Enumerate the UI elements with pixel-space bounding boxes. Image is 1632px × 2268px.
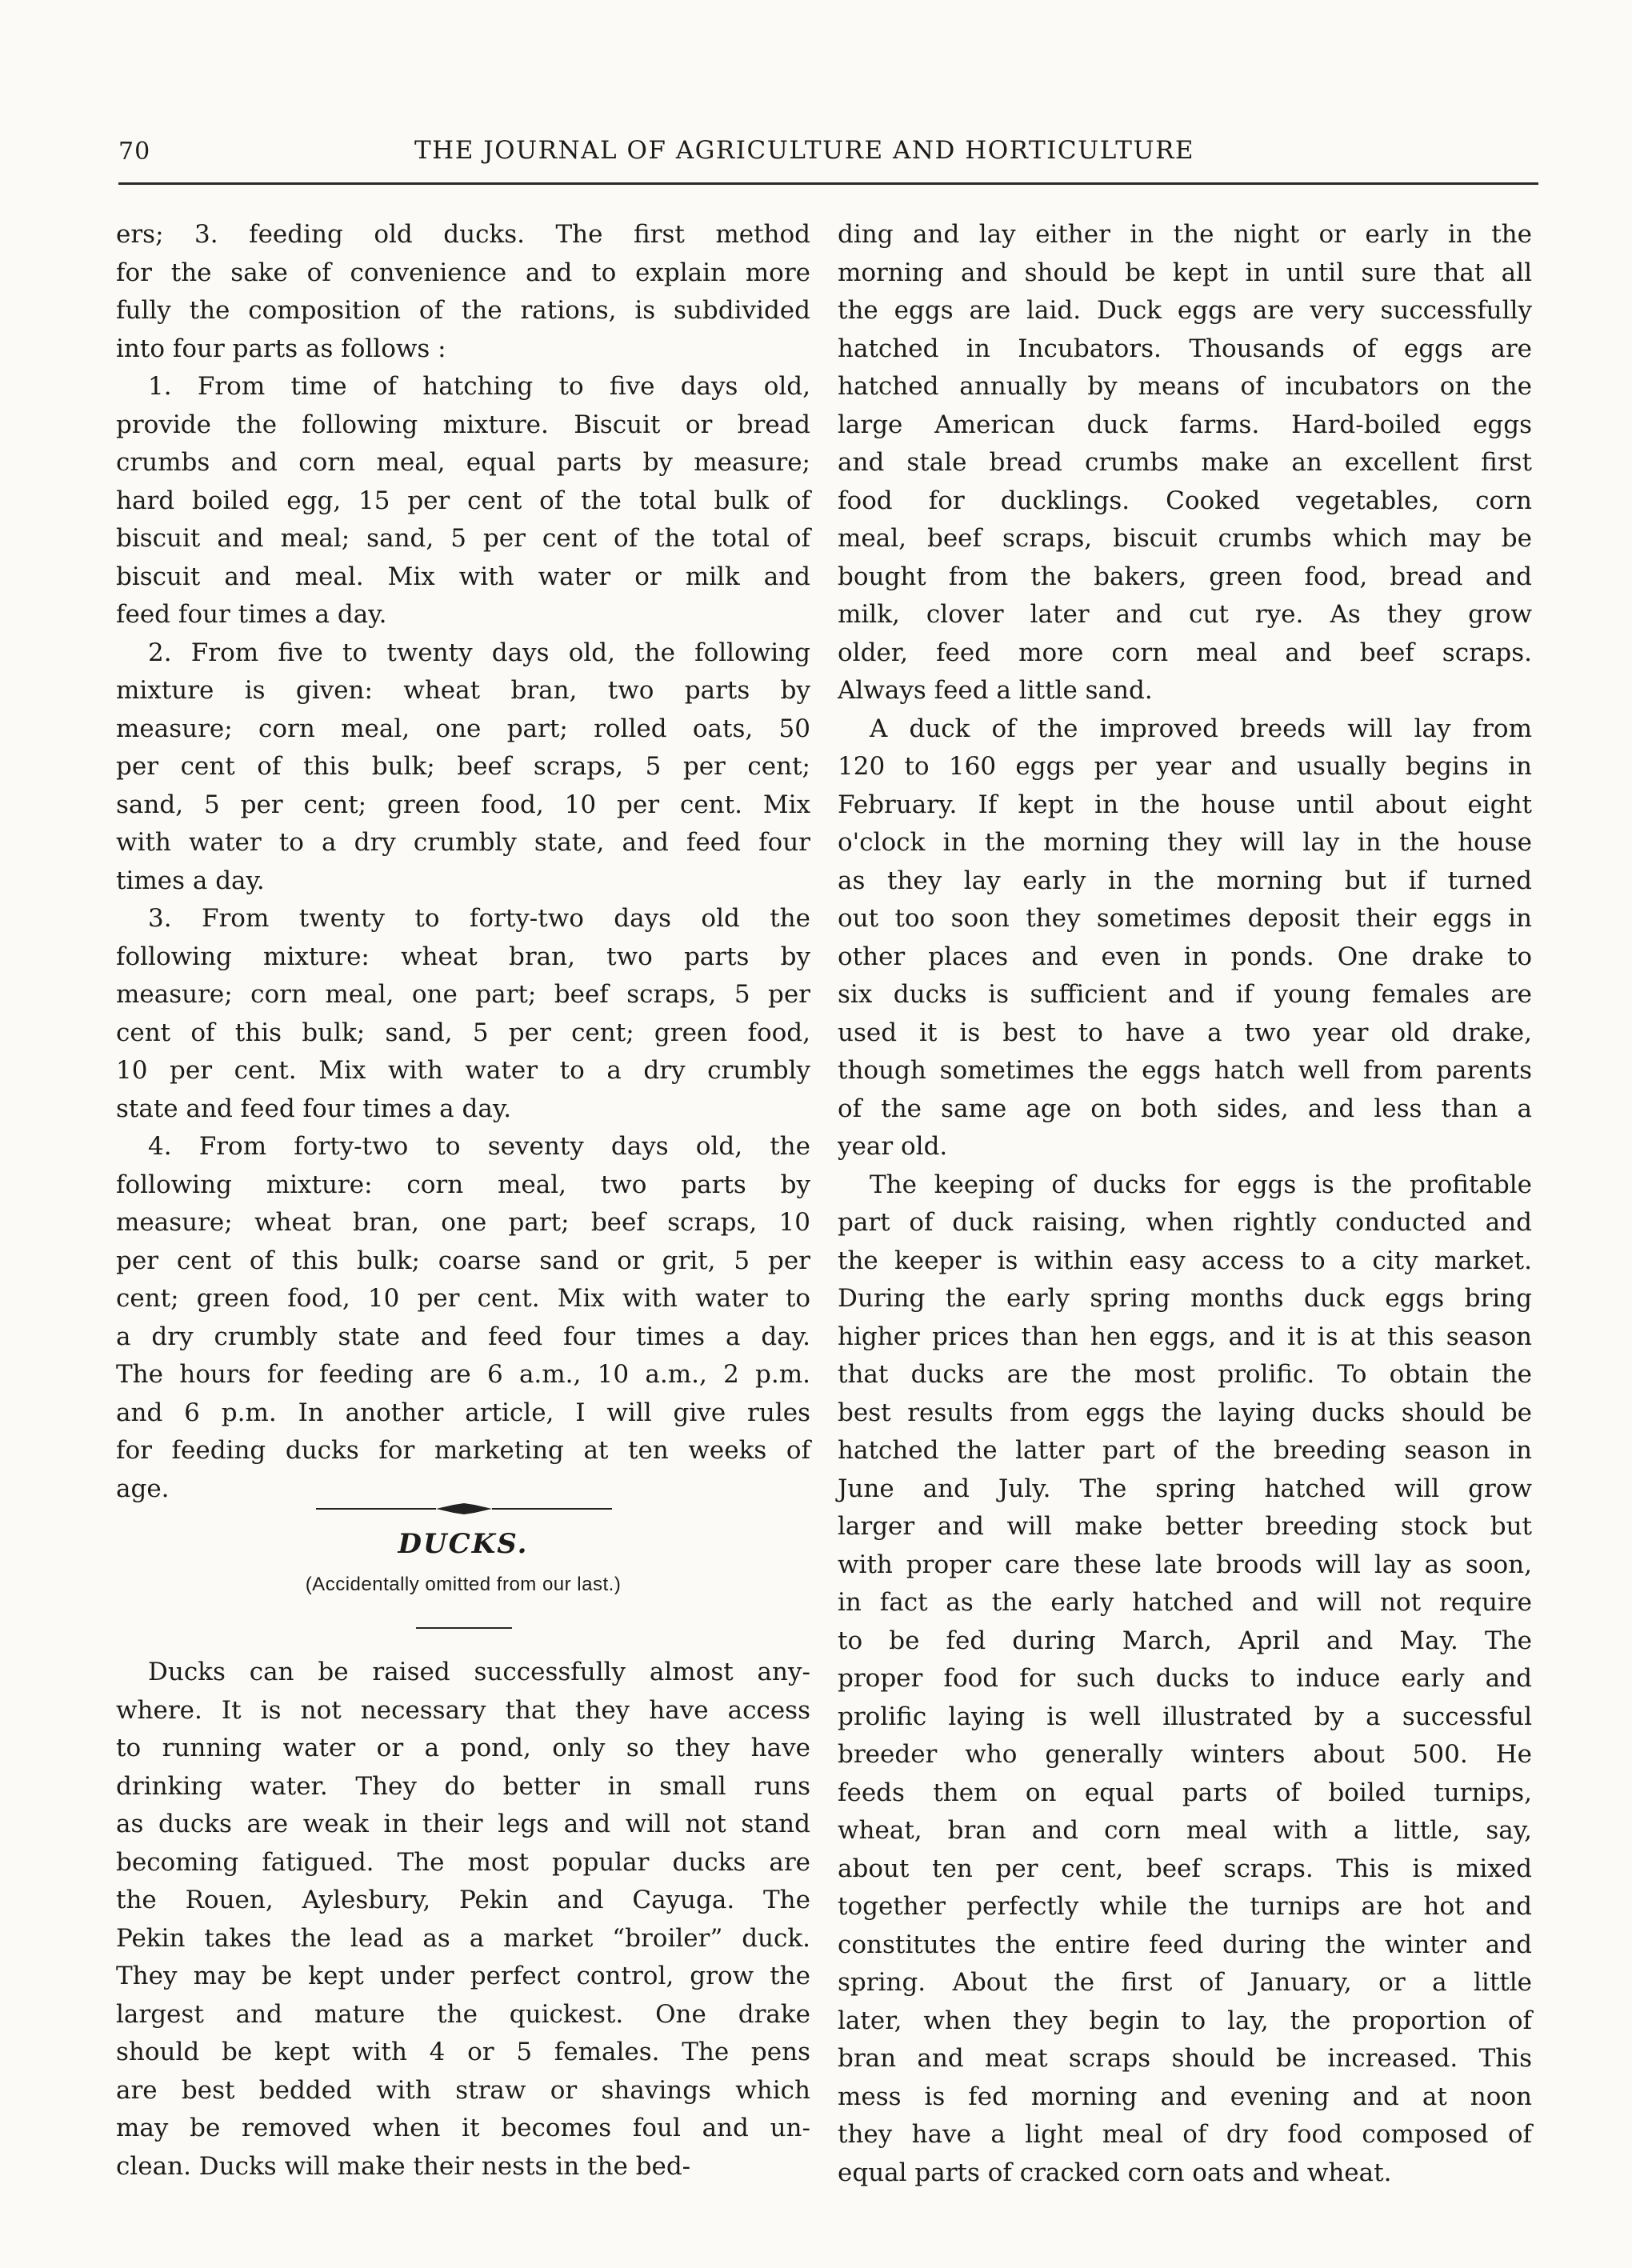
text-line: Pekin takes the lead as a market “broiler” duck. xyxy=(116,1923,810,1953)
text-line: six ducks is sufficient and if young females are xyxy=(838,980,1532,1009)
text-line: larger and will make better breeding stock but xyxy=(838,1512,1532,1541)
text-line: biscuit and meal. Mix with water or milk and xyxy=(116,562,810,591)
text-line: for the sake of convenience and to explain more xyxy=(116,258,810,287)
text-line: to running water or a pond, only so they have xyxy=(116,1734,810,1762)
text-line: 4. From forty-two to seventy days old, the xyxy=(148,1132,810,1161)
text-line: morning and should be kept in until sure that all xyxy=(838,258,1532,287)
text-line: as they lay early in the morning but if turned xyxy=(838,866,1532,895)
text-line: about ten per cent, beef scraps. This is mixed xyxy=(838,1854,1532,1883)
text-line: 3. From twenty to forty-two days old the xyxy=(148,904,810,933)
text-line: Ducks can be raised successfully almost any- xyxy=(148,1658,810,1686)
text-line: a dry crumbly state and feed four times a day. xyxy=(116,1322,810,1351)
text-line: per cent of this bulk; beef scraps, 5 per cent; xyxy=(116,752,810,781)
section-note: (Accidentally omitted from our last.) xyxy=(305,1574,622,1595)
text-line: into four parts as follows : xyxy=(116,334,446,363)
text-line: becoming fatigued. The most popular ducks are xyxy=(116,1847,810,1877)
text-line: The hours for feeding are 6 a.m., 10 a.m., 2 p.m. xyxy=(116,1360,810,1389)
text-line: ding and lay either in the night or early in the xyxy=(838,220,1532,249)
text-line: mess is fed morning and evening and at noon xyxy=(838,2082,1532,2111)
text-line: prolific laying is well illustrated by a successful xyxy=(838,1702,1532,1731)
text-line: meal, beef scraps, biscuit crumbs which may be xyxy=(838,524,1532,553)
text-line: constitutes the entire feed during the winter and xyxy=(838,1930,1532,1959)
text-line: sand, 5 per cent; green food, 10 per cent. Mix xyxy=(116,790,810,819)
text-line: feeds them on equal parts of boiled turnips, xyxy=(838,1778,1532,1807)
text-line: times a day. xyxy=(116,866,265,895)
text-line: hatched the latter part of the breeding season in xyxy=(838,1436,1532,1465)
section-divider-ornament xyxy=(316,1502,612,1515)
text-line: of the same age on both sides, and less than a xyxy=(838,1094,1532,1123)
text-line: state and feed four times a day. xyxy=(116,1094,512,1123)
text-line: 120 to 160 eggs per year and usually begins in xyxy=(838,752,1532,781)
text-line: and stale bread crumbs make an excellent first xyxy=(838,448,1532,477)
text-line: with water to a dry crumbly state, and feed four xyxy=(116,828,810,857)
text-line: 2. From five to twenty days old, the following xyxy=(148,638,810,667)
text-line: other places and even in ponds. One drake to xyxy=(838,942,1532,971)
text-line: wheat, bran and corn meal with a little, say, xyxy=(838,1816,1532,1845)
page-header xyxy=(118,134,1538,182)
text-line: o'clock in the morning they will lay in the house xyxy=(838,828,1532,857)
text-line: used it is best to have a two year old drake, xyxy=(838,1018,1532,1047)
running-head: THE JOURNAL OF AGRICULTURE AND HORTICULTURE xyxy=(414,136,1195,165)
text-line: bought from the bakers, green food, bread and xyxy=(838,562,1532,591)
text-line: mixture is given: wheat bran, two parts by xyxy=(116,676,810,705)
text-line: per cent of this bulk; coarse sand or grit, 5 per xyxy=(116,1246,810,1275)
text-line: June and July. The spring hatched will grow xyxy=(838,1474,1532,1503)
text-line: the Rouen, Aylesbury, Pekin and Cayuga. The xyxy=(116,1886,810,1914)
text-line: are best bedded with straw or shavings which xyxy=(116,2075,810,2105)
section-title: DUCKS. xyxy=(398,1528,529,1560)
text-line: measure; corn meal, one part; beef scraps, 5 per xyxy=(116,980,810,1009)
text-line: hatched annually by means of incubators on the xyxy=(838,372,1532,401)
text-line: measure; wheat bran, one part; beef scraps, 10 xyxy=(116,1208,810,1237)
text-line: During the early spring months duck eggs bring xyxy=(838,1284,1532,1313)
text-line: measure; corn meal, one part; rolled oats, 50 xyxy=(116,714,810,743)
text-line: age. xyxy=(116,1474,170,1503)
text-line: cent; green food, 10 per cent. Mix with water to xyxy=(116,1284,810,1313)
text-line: Always feed a little sand. xyxy=(838,676,1153,705)
text-line: for feeding ducks for marketing at ten weeks of xyxy=(116,1436,810,1465)
text-line: largest and mature the quickest. One drake xyxy=(116,1999,810,2029)
text-line: proper food for such ducks to induce early and xyxy=(838,1664,1532,1693)
text-line: They may be kept under perfect control, grow the xyxy=(116,1962,810,1990)
text-line: part of duck raising, when rightly conducted and xyxy=(838,1208,1532,1237)
text-line: should be kept with 4 or 5 females. The pens xyxy=(116,2038,810,2066)
text-line: to be fed during March, April and May. The xyxy=(838,1626,1532,1655)
text-line: later, when they begin to lay, the proportion of xyxy=(838,2006,1532,2035)
text-line: crumbs and corn meal, equal parts by measure; xyxy=(116,448,810,477)
text-line: they have a light meal of dry food composed of xyxy=(838,2120,1532,2149)
text-line: large American duck farms. Hard-boiled eggs xyxy=(838,410,1532,439)
text-line: though sometimes the eggs hatch well from parents xyxy=(838,1056,1532,1085)
text-line: The keeping of ducks for eggs is the profitable xyxy=(870,1170,1532,1199)
text-line: equal parts of cracked corn oats and wheat. xyxy=(838,2158,1392,2187)
text-line: February. If kept in the house until about eight xyxy=(838,790,1532,819)
text-line: the eggs are laid. Duck eggs are very successfully xyxy=(838,296,1532,325)
short-divider-rule xyxy=(416,1627,512,1629)
text-line: may be removed when it becomes foul and un- xyxy=(116,2114,810,2142)
text-line: breeder who generally winters about 500. He xyxy=(838,1740,1532,1769)
text-line: 10 per cent. Mix with water to a dry crumbly xyxy=(116,1056,810,1085)
text-line: older, feed more corn meal and beef scraps. xyxy=(838,638,1532,667)
text-line: bran and meat scraps should be increased. This xyxy=(838,2044,1532,2073)
text-line: cent of this bulk; sand, 5 per cent; green food, xyxy=(116,1018,810,1047)
text-line: hard boiled egg, 15 per cent of the total bulk of xyxy=(116,486,810,515)
text-line: ers; 3. feeding old ducks. The first method xyxy=(116,220,810,249)
text-line: that ducks are the most prolific. To obtain the xyxy=(838,1360,1532,1389)
text-line: best results from eggs the laying ducks should be xyxy=(838,1398,1532,1427)
text-line: where. It is not necessary that they have access xyxy=(116,1695,810,1725)
text-line: out too soon they sometimes deposit their eggs in xyxy=(838,904,1532,933)
left-column-bottom xyxy=(116,1654,810,2186)
text-line: in fact as the early hatched and will not require xyxy=(838,1588,1532,1617)
text-line: spring. About the first of January, or a little xyxy=(838,1968,1532,1997)
text-line: together perfectly while the turnips are hot and xyxy=(838,1892,1532,1921)
right-column xyxy=(838,216,1532,2192)
text-line: 1. From time of hatching to five days old, xyxy=(148,372,810,401)
text-line: food for ducklings. Cooked vegetables, corn xyxy=(838,486,1532,515)
text-line: A duck of the improved breeds will lay from xyxy=(870,714,1532,743)
text-line: following mixture: wheat bran, two parts by xyxy=(116,942,810,971)
text-line: drinking water. They do better in small runs xyxy=(116,1771,810,1801)
text-line: the keeper is within easy access to a city market. xyxy=(838,1246,1532,1275)
page-number: 70 xyxy=(118,138,151,166)
text-line: with proper care these late broods will lay as soon, xyxy=(838,1550,1532,1579)
text-line: biscuit and meal; sand, 5 per cent of the total of xyxy=(116,524,810,553)
text-line: provide the following mixture. Biscuit or bread xyxy=(116,410,810,439)
text-line: milk, clover later and cut rye. As they grow xyxy=(838,600,1532,629)
text-line: feed four times a day. xyxy=(116,600,387,629)
text-line: following mixture: corn meal, two parts by xyxy=(116,1170,810,1199)
text-line: and 6 p.m. In another article, I will give rules xyxy=(116,1398,810,1427)
text-line: higher prices than hen eggs, and it is at this season xyxy=(838,1322,1532,1351)
text-line: fully the composition of the rations, is subdivided xyxy=(116,296,810,325)
left-column-top xyxy=(116,216,810,1508)
header-rule xyxy=(118,182,1538,185)
text-line: clean. Ducks will make their nests in the bed- xyxy=(116,2151,691,2181)
text-line: hatched in Incubators. Thousands of eggs are xyxy=(838,334,1532,363)
text-line: as ducks are weak in their legs and will not stand xyxy=(116,1810,810,1838)
text-line: year old. xyxy=(838,1132,948,1161)
